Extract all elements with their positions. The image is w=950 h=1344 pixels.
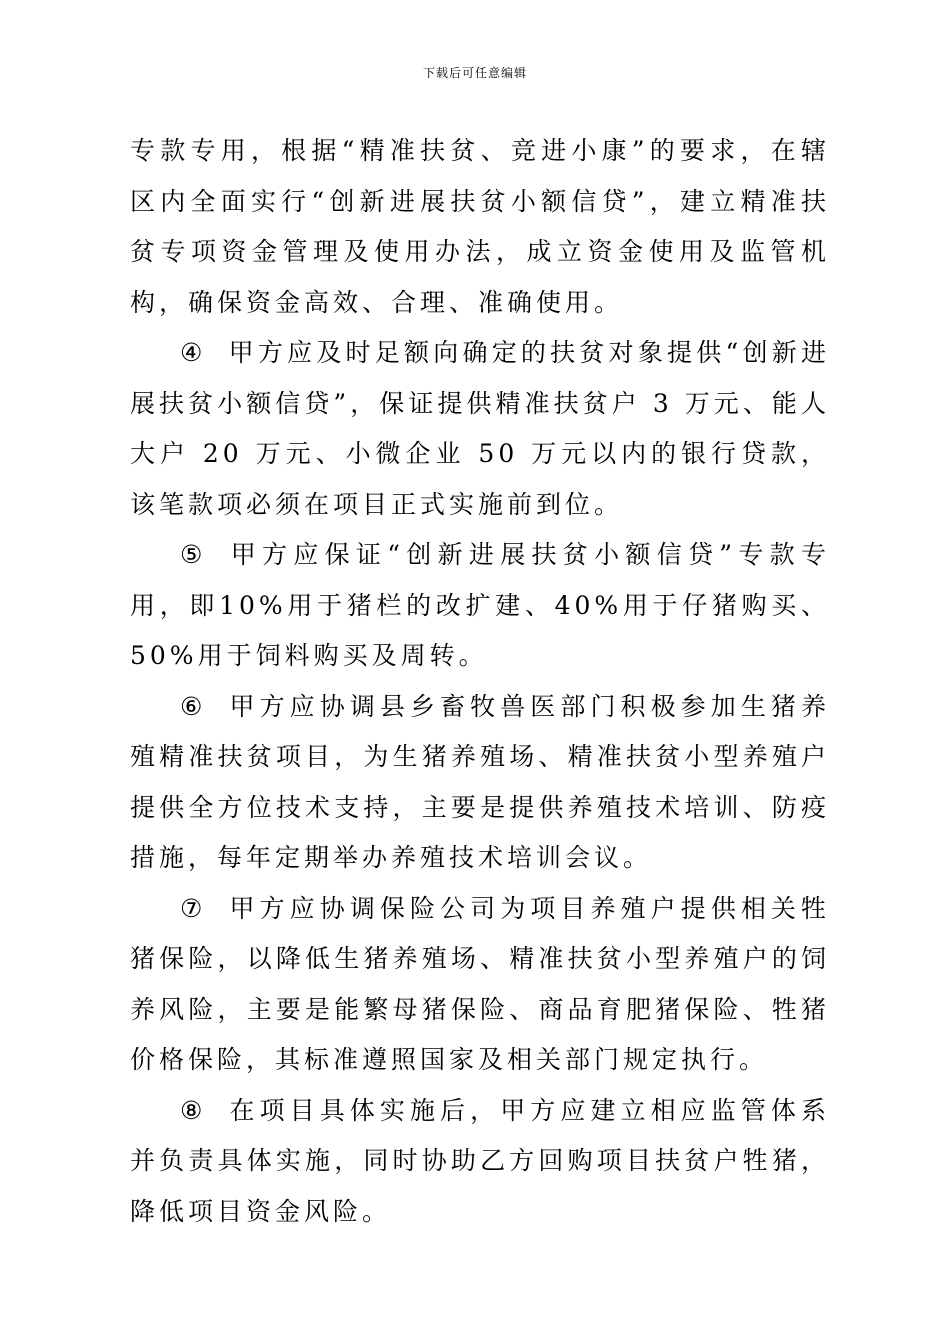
paragraph-item-4 (130, 328, 830, 530)
paragraph-continuation (130, 126, 830, 328)
paragraph-text: 甲方应协调保险公司为项目养殖户提供相关牲猪保险，以降低生猪养殖场、精准扶贫小型养殖户的饲养风险，主要是能繁母猪保险、商品育肥猪保险、牲猪价格保险，其标准遵照国家及相关部门规定执行。 (130, 893, 830, 1074)
paragraph-text: 甲方应及时足额向确定的扶贫对象提供“创新进展扶贫小额信贷”，保证提供精准扶贫户 3 万元、能人大户 20 万元、小微企业 50 万元以内的银行贷款，该笔款项必须在项目正式实施前到位。 (130, 338, 830, 519)
paragraph-text: 专款专用，根据“精准扶贫、竞进小康”的要求，在辖区内全面实行“创新进展扶贫小额信贷”，建立精准扶贫专项资金管理及使用办法，成立资金使用及监管机构，确保资金高效、合理、准确使用。 (130, 136, 830, 317)
paragraph-text: 甲方应保证“创新进展扶贫小额信贷”专款专用，即10%用于猪栏的改扩建、40%用于仔猪购买、50%用于饲料购买及周转。 (130, 540, 830, 670)
item-marker: ⑥ (180, 691, 208, 721)
document-body (130, 126, 830, 1237)
paragraph-text: 在项目具体实施后，甲方应建立相应监管体系并负责具体实施，同时协助乙方回购项目扶贫户牲猪，降低项目资金风险。 (130, 1095, 830, 1226)
item-marker: ⑤ (180, 540, 209, 569)
paragraph-item-8 (130, 1086, 830, 1238)
paragraph-item-6 (130, 682, 830, 884)
page-header: 下载后可任意编辑 (422, 66, 527, 80)
item-marker: ⑦ (180, 893, 208, 923)
paragraph-text: 甲方应协调县乡畜牧兽医部门积极参加生猪养殖精准扶贫项目，为生猪养殖场、精准扶贫小型养殖户提供全方位技术支持，主要是提供养殖技术培训、防疫措施，每年定期举办养殖技术培训会议。 (130, 691, 830, 872)
paragraph-item-7 (130, 884, 830, 1086)
paragraph-item-5 (130, 530, 830, 682)
item-marker: ④ (180, 338, 207, 367)
item-marker: ⑧ (180, 1095, 208, 1125)
